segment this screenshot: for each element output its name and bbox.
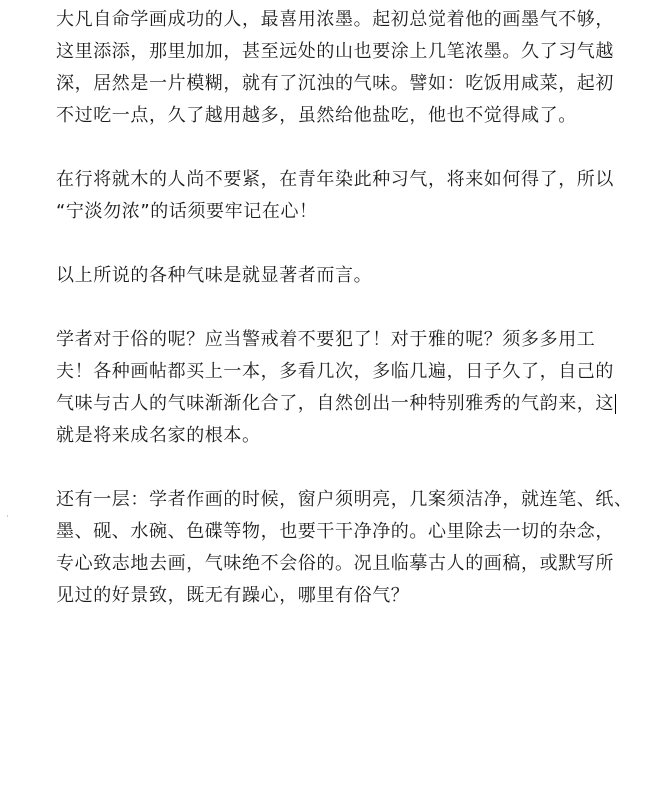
- text-line: 就是将来成名家的根本。: [56, 425, 261, 446]
- text-line: 学者对于俗的呢？应当警戒着不要犯了！对于雅的呢？须多多用工: [56, 329, 596, 350]
- document-body[interactable]: [56, 4, 636, 612]
- text-line: 在行将就木的人尚不要紧，在青年染此种习气，将来如何得了，所以: [56, 169, 614, 190]
- text-line: 专心致志地去画，气味绝不会俗的。况且临摹古人的画稿，或默写所: [56, 553, 614, 574]
- paragraph-4: [56, 324, 636, 452]
- paragraph-spacer: [56, 228, 636, 260]
- text-cursor: [615, 394, 616, 414]
- text-line: 墨、砚、水碗、色碟等物，也要干干净净的。心里除去一切的杂念，: [56, 521, 614, 542]
- text-line: 深，居然是一片模糊，就有了沉浊的气味。譬如：吃饭用咸菜，起初: [56, 73, 614, 94]
- text-line: “宁淡勿浓”的话须要牢记在心！: [56, 201, 318, 222]
- paragraph-3: [56, 260, 636, 292]
- paragraph-5: [56, 484, 636, 612]
- paragraph-1: [56, 4, 636, 132]
- paragraph-spacer: [56, 132, 636, 164]
- text-line: 以上所说的各种气味是就显著者而言。: [56, 265, 373, 286]
- text-line: 气味与古人的气味渐渐化合了，自然创出一种特别雅秀的气韵来，这: [56, 393, 614, 414]
- text-line: 还有一层：学者作画的时候，窗户须明亮，几案须洁净，就连笔、纸、: [56, 489, 633, 510]
- text-line: 夫！各种画帖都买上一本，多看几次，多临几遍，日子久了，自己的: [56, 361, 614, 382]
- text-line: 大凡自命学画成功的人，最喜用浓墨。起初总觉着他的画墨气不够，: [56, 9, 614, 30]
- text-line: 这里添添，那里加加，甚至远处的山也要涂上几笔浓墨。久了习气越: [56, 41, 614, 62]
- text-line-with-caret: [56, 388, 636, 420]
- text-line: 见过的好景致，既无有躁心，哪里有俗气？: [56, 585, 410, 606]
- text-line: 不过吃一点，久了越用越多，虽然给他盐吃，他也不觉得咸了。: [56, 105, 577, 126]
- paragraph-spacer: [56, 292, 636, 324]
- paragraph-2: [56, 164, 636, 228]
- margin-marker: ·: [6, 512, 9, 522]
- paragraph-spacer: [56, 452, 636, 484]
